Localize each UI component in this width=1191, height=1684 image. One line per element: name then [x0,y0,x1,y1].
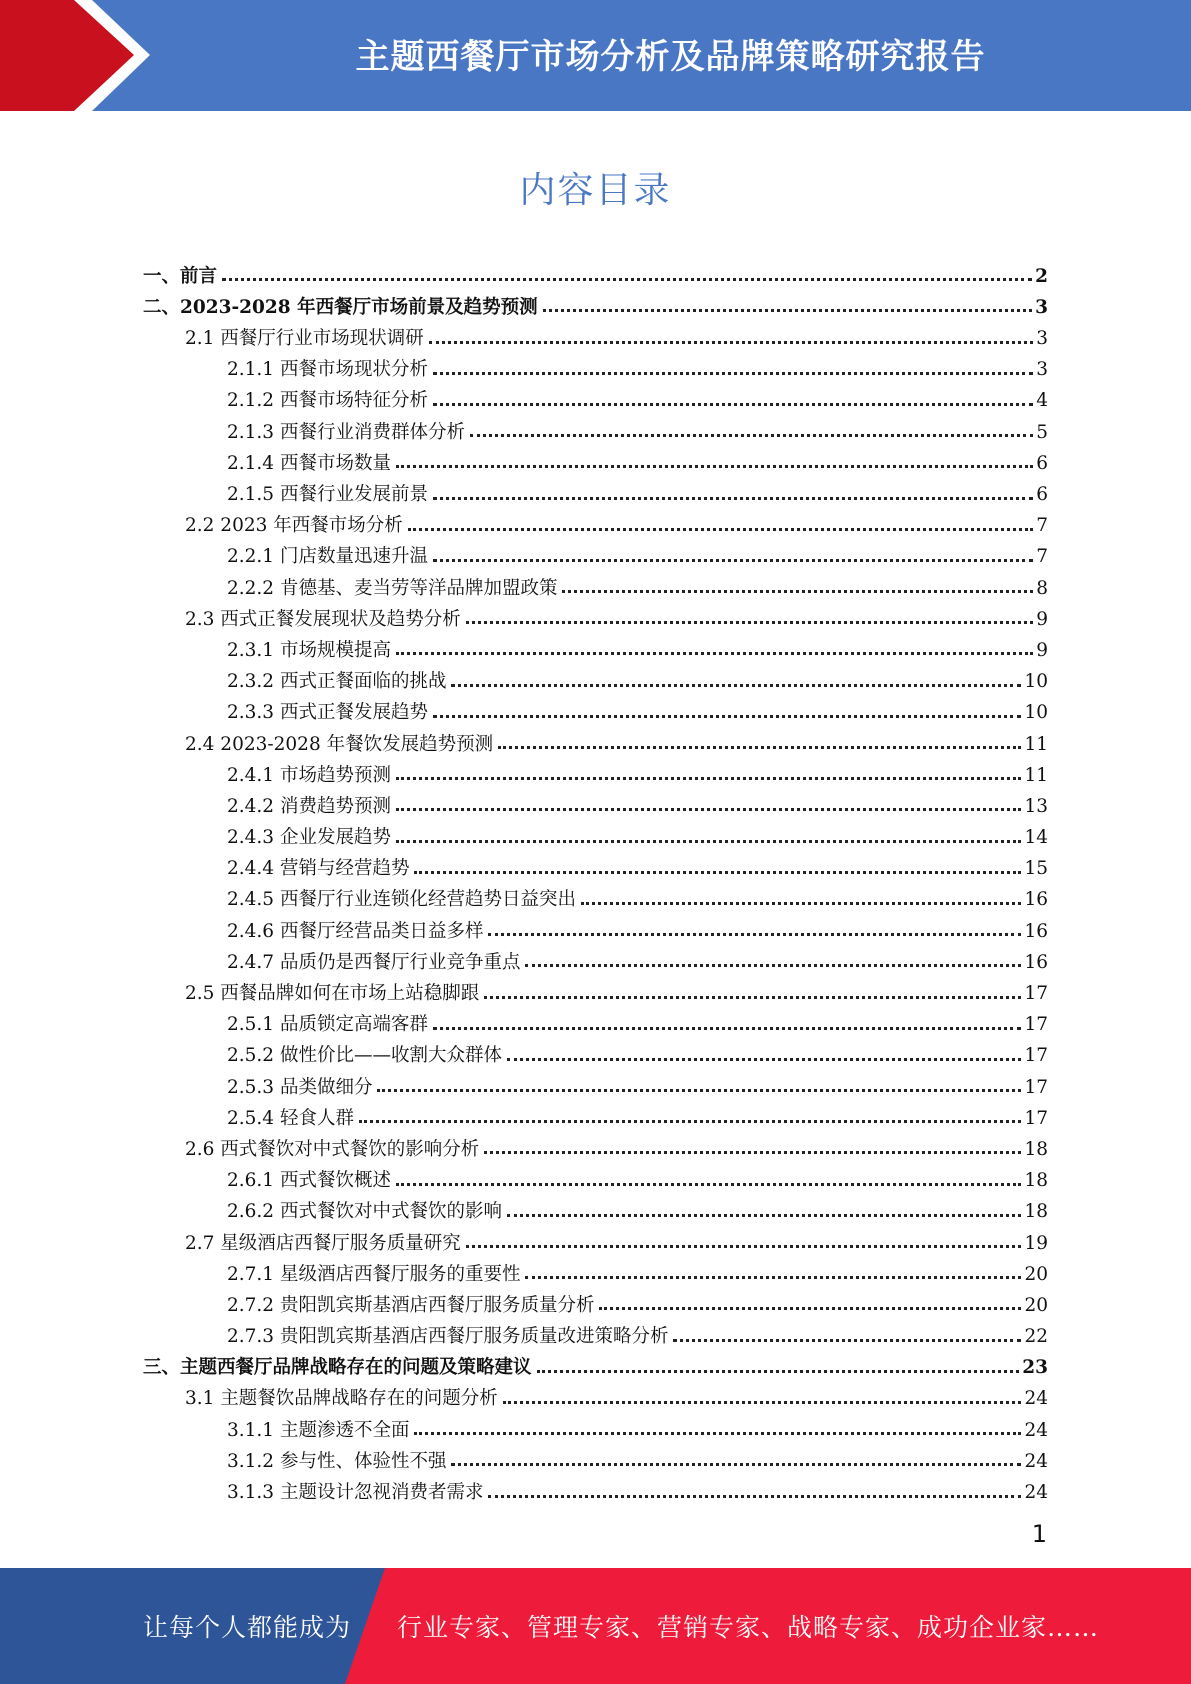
toc-entry[interactable] [143,598,1048,629]
toc-dot-leader [433,372,1033,375]
header-banner [0,0,1191,111]
report-title: 主题西餐厅市场分析及品牌策略研究报告 [355,36,986,77]
toc-entry-page: 18 [1024,1201,1048,1223]
toc-entry[interactable] [143,910,1048,941]
toc-entry-title: 2.1 西餐厅行业市场现状调研 [185,328,424,350]
toc-entry[interactable] [143,473,1048,504]
toc-entry-page: 18 [1024,1170,1048,1192]
toc-dot-leader [433,1027,1021,1030]
toc-entry-title: 2.7.1 星级酒店西餐厅服务的重要性 [227,1263,521,1285]
toc-entry[interactable] [143,317,1048,348]
toc-entry-title: 2.4.2 消费趋势预测 [227,795,391,817]
toc-entry[interactable] [143,972,1048,1003]
toc-entry[interactable] [143,629,1048,660]
toc-entry-title: 2.4 2023-2028 年餐饮发展趋势预测 [185,733,494,755]
toc-entry-page: 3 [1036,359,1048,381]
toc-entry-title: 2.4.4 营销与经营趋势 [227,858,410,880]
toc-entry-title: 2.4.6 西餐厅经营品类日益多样 [227,920,484,942]
toc-dot-leader [433,403,1033,406]
toc-entry-title: 2.1.1 西餐市场现状分析 [227,359,428,381]
toc-entry[interactable] [143,505,1048,536]
toc-entry[interactable] [143,723,1048,754]
toc-entry[interactable] [143,785,1048,816]
toc-dot-leader [599,1307,1021,1310]
toc-entry-page: 4 [1036,390,1048,412]
toc-entry-title: 2.6.2 西式餐饮对中式餐饮的影响 [227,1201,502,1223]
toc-dot-leader [451,684,1021,687]
toc-dot-leader [433,715,1021,718]
toc-entry-page: 19 [1024,1232,1048,1254]
toc-dot-leader [673,1339,1021,1342]
toc-dot-leader [484,1151,1021,1154]
toc-entry[interactable] [143,1004,1048,1035]
toc-entry-title: 3.1.1 主题渗透不全面 [227,1419,410,1441]
toc-entry-title: 2.6.1 西式餐饮概述 [227,1170,391,1192]
toc-entry[interactable] [143,941,1048,972]
toc-dot-leader [484,996,1021,999]
toc-entry[interactable] [143,567,1048,598]
toc-entry-page: 17 [1024,983,1048,1004]
toc-entry[interactable] [143,1035,1048,1066]
toc-dot-leader [429,341,1033,344]
toc-entry-title: 2.1.2 西餐市场特征分析 [227,390,428,412]
toc-entry-title: 3.1 主题餐饮品牌战略存在的问题分析 [185,1388,498,1410]
toc-entry[interactable] [143,1284,1048,1315]
toc-entry-title: 2.3.1 市场规模提高 [227,639,391,661]
toc-entry-title: 2.1.4 西餐市场数量 [227,452,391,474]
toc-entry-title: 3.1.3 主题设计忽视消费者需求 [227,1482,484,1503]
toc-entry-title: 2.2 2023 年西餐市场分析 [185,515,403,537]
toc-entry-title: 2.3.3 西式正餐发展趋势 [227,702,428,724]
toc-entry[interactable] [143,1315,1048,1346]
toc-entry[interactable] [143,1097,1048,1128]
toc-entry-title: 2.7 星级酒店西餐厅服务质量研究 [185,1232,461,1254]
toc-entry-page: 24 [1024,1482,1048,1503]
toc-dot-leader [562,590,1033,593]
toc-dot-leader [581,902,1021,905]
toc-entry[interactable] [143,1440,1048,1471]
toc-dot-leader [433,497,1033,500]
toc-dot-leader [396,465,1033,468]
toc-entry-page: 16 [1024,889,1048,911]
toc-entry-title: 2.2.1 门店数量迅速升温 [227,546,428,568]
toc-dot-leader [433,559,1033,562]
toc-entry-title: 2.5.3 品类做细分 [227,1076,373,1098]
toc-entry[interactable] [143,1253,1048,1284]
toc-entry-title: 3.1.2 参与性、体验性不强 [227,1450,447,1472]
toc-entry[interactable] [143,349,1048,380]
toc-entry[interactable] [143,1471,1048,1502]
toc-entry[interactable] [143,754,1048,785]
toc-entry[interactable] [143,1347,1048,1378]
toc-entry-title: 2.7.3 贵阳凯宾斯基酒店西餐厅服务质量改进策略分析 [227,1326,669,1348]
toc-entry-page: 10 [1024,702,1048,724]
toc-entry-title: 2.5 西餐品牌如何在市场上站稳脚跟 [185,983,480,1004]
toc-entry-page: 11 [1024,764,1048,786]
toc-entry-page: 11 [1024,733,1048,755]
toc-entry-page: 5 [1036,421,1048,443]
toc-entry-page: 24 [1024,1388,1048,1410]
toc-entry-page: 20 [1024,1294,1048,1316]
toc-entry[interactable] [143,816,1048,847]
toc-entry-page: 18 [1024,1138,1048,1160]
toc-entry-title: 2.6 西式餐饮对中式餐饮的影响分析 [185,1138,480,1160]
toc-dot-leader [525,1276,1021,1279]
toc-entry-title: 2.5.4 轻食人群 [227,1107,354,1129]
toc-entry-page: 17 [1024,1076,1048,1098]
toc-dot-leader [396,840,1021,843]
toc-entry-title: 2.5.1 品质锁定高端客群 [227,1014,428,1036]
toc-dot-leader [498,746,1021,749]
toc-dot-leader [377,1089,1021,1092]
toc-entry[interactable] [143,692,1048,723]
toc-dot-leader [543,309,1033,312]
toc-entry-page: 10 [1024,671,1048,693]
toc-entry-page: 16 [1024,920,1048,942]
toc-entry[interactable] [143,1066,1048,1097]
toc-entry-title: 2.4.3 企业发展趋势 [227,827,391,849]
toc-entry[interactable] [143,411,1048,442]
toc-dot-leader [503,1401,1022,1404]
toc-entry[interactable] [143,255,1048,286]
toc-dot-leader [222,278,1032,281]
toc-entry-title: 2.1.3 西餐行业消费群体分析 [227,421,465,443]
toc-entry-title: 2.5.2 做性价比——收割大众群体 [227,1045,502,1067]
toc-dot-leader [396,777,1021,780]
toc-dot-leader [451,1463,1021,1466]
toc-entry-page: 7 [1036,546,1048,568]
toc-entry-page: 8 [1036,577,1048,599]
toc-dot-leader [396,1183,1021,1186]
toc-entry-title: 2.1.5 西餐行业发展前景 [227,484,428,505]
toc-entry-page: 3 [1036,328,1048,350]
toc-dot-leader [359,1120,1022,1123]
toc-entry-title: 三、主题西餐厅品牌战略存在的问题及策略建议 [143,1357,532,1379]
header-arrow-red-shape [0,0,140,111]
toc-dot-leader [396,808,1021,811]
toc-dot-leader [488,1495,1021,1498]
footer-banner [0,1568,1191,1684]
toc-dot-leader [414,871,1021,874]
toc-dot-leader [408,528,1033,531]
toc-entry-page: 13 [1024,795,1048,817]
toc-entry-page: 17 [1024,1014,1048,1036]
toc-entry[interactable] [143,879,1048,910]
toc-dot-leader [507,1214,1021,1217]
toc-entry[interactable] [143,286,1048,317]
toc-dot-leader [466,621,1033,624]
toc-entry[interactable] [143,1159,1048,1190]
toc-entry-page: 2 [1035,265,1048,287]
toc-dot-leader [396,652,1033,655]
toc-dot-leader [507,1058,1021,1061]
toc-dot-leader [470,434,1033,437]
toc-dot-leader [414,1432,1021,1435]
toc-entry-title: 2.3.2 西式正餐面临的挑战 [227,671,447,693]
toc-entry-title: 2.7.2 贵阳凯宾斯基酒店西餐厅服务质量分析 [227,1294,595,1316]
toc-entry-page: 15 [1024,858,1048,880]
toc-entry-page: 9 [1036,608,1048,630]
toc-entry-page: 7 [1036,515,1048,537]
footer-slogan-left: 让每个人都能成为 [143,1613,352,1642]
toc-entry-title: 2.4.7 品质仍是西餐厅行业竞争重点 [227,951,521,973]
toc-dot-leader [537,1370,1020,1373]
toc-entry-page: 20 [1024,1263,1048,1285]
toc-entry-page: 16 [1024,951,1048,973]
toc-entry-title: 2.4.1 市场趋势预测 [227,764,391,786]
toc-entry-title: 2.2.2 肯德基、麦当劳等洋品牌加盟政策 [227,577,558,599]
toc-entry[interactable] [143,660,1048,691]
toc-entry-page: 9 [1036,639,1048,661]
toc-entry-page: 3 [1035,296,1048,318]
toc-dot-leader [466,1245,1022,1248]
toc-entry-page: 6 [1036,484,1048,505]
toc-dot-leader [525,964,1021,967]
table-of-contents [143,255,1048,1503]
toc-entry-page: 24 [1024,1419,1048,1441]
toc-entry[interactable] [143,1128,1048,1159]
toc-entry-title: 2.3 西式正餐发展现状及趋势分析 [185,608,461,630]
toc-entry[interactable] [143,1409,1048,1440]
toc-entry-title: 一、前言 [143,265,218,287]
page-number: 1 [1031,1520,1047,1548]
toc-entry[interactable] [143,1222,1048,1253]
toc-entry[interactable] [143,442,1048,473]
toc-entry[interactable] [143,536,1048,567]
toc-entry-page: 23 [1022,1357,1048,1379]
toc-entry[interactable] [143,1191,1048,1222]
toc-entry-page: 6 [1036,452,1048,474]
toc-heading: 内容目录 [519,170,672,211]
toc-entry[interactable] [143,1378,1048,1409]
toc-entry[interactable] [143,848,1048,879]
toc-entry-page: 17 [1024,1107,1048,1129]
toc-dot-leader [488,933,1021,936]
toc-entry-page: 17 [1024,1045,1048,1067]
toc-entry-title: 2.4.5 西餐厅行业连锁化经营趋势日益突出 [227,889,576,911]
toc-entry-page: 14 [1024,827,1048,849]
footer-slogan-right: 行业专家、管理专家、营销专家、战略专家、成功企业家…… [397,1613,1100,1642]
toc-entry[interactable] [143,380,1048,411]
toc-entry-page: 22 [1024,1326,1048,1348]
toc-entry-page: 24 [1024,1450,1048,1472]
toc-entry-title: 二、2023-2028 年西餐厅市场前景及趋势预测 [143,296,538,318]
